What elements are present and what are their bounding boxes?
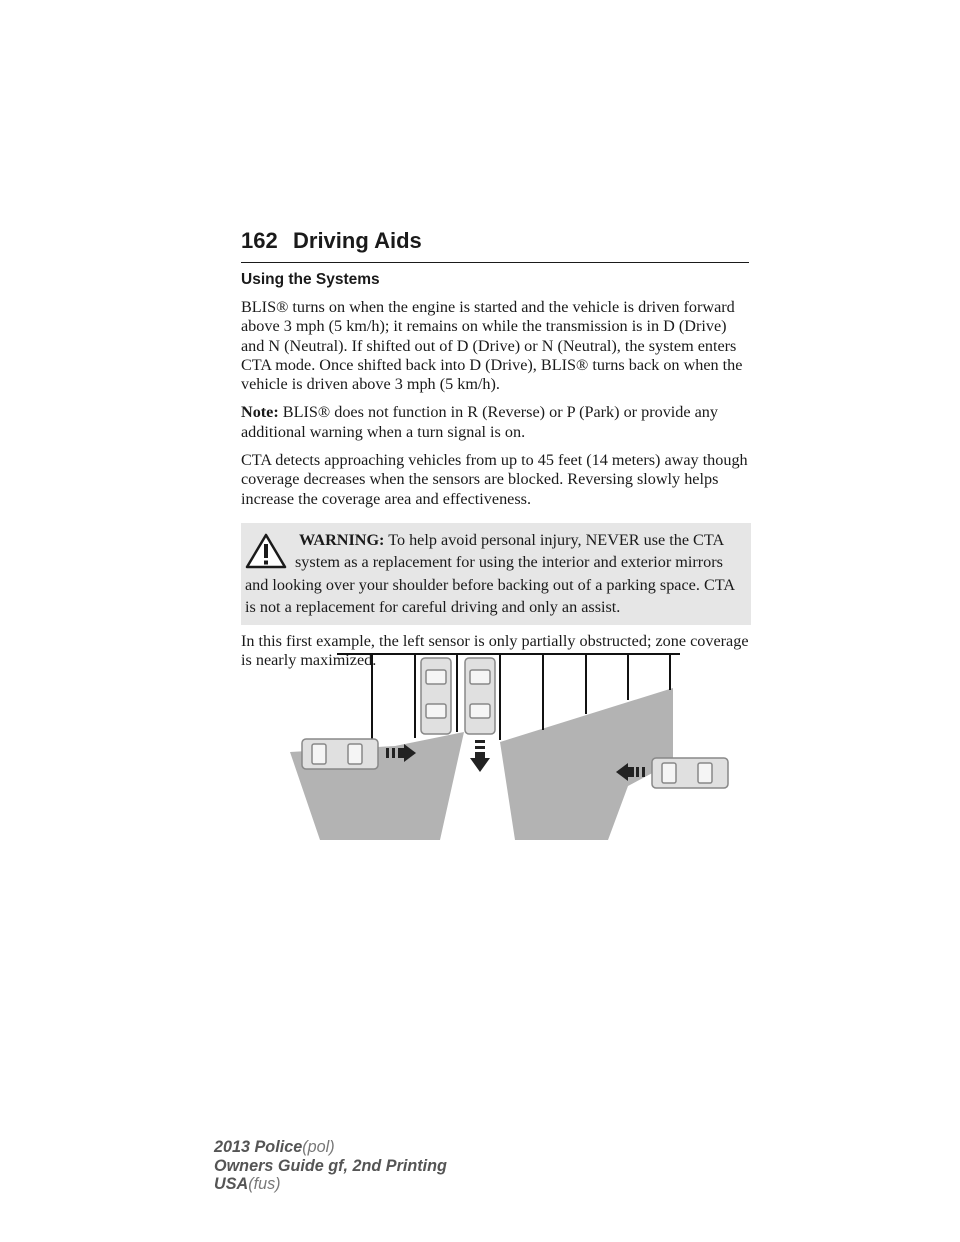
reverse-arrow	[470, 740, 490, 772]
footer-line-2	[214, 1157, 447, 1176]
footer-market: USA	[214, 1175, 249, 1193]
footer-vehicle: 2013 Police	[214, 1138, 303, 1156]
approaching-car-right	[652, 758, 728, 788]
reversing-car	[465, 658, 495, 734]
parked-car-left	[421, 658, 451, 734]
warning-text: To help avoid personal injury, NEVER use the CTA system as a replacement for using the interior and exterior mirrors and looking over your shoulder before backing out of a parking space. CTA is not a replacement for careful driving and only an assist.	[245, 530, 735, 617]
paragraph-cta-detection: CTA detects approaching vehicles from up to 45 feet (14 meters) away though coverage decreases when the sensors are blocked. Reversing slowly helps increase the coverage area and effectiveness.	[241, 451, 748, 508]
footer-guide: Owners Guide gf, 2nd Printing	[214, 1156, 447, 1175]
footer-line-1	[214, 1138, 447, 1157]
paragraph-example: In this first example, the left sensor is only partially obstructed; zone coverage is nearly maximized.	[241, 631, 749, 670]
note-text: BLIS® does not function in R (Reverse) or P (Park) or provide any additional warning when a turn signal is on.	[241, 403, 718, 441]
footer-market-code: (fus)	[248, 1175, 281, 1193]
section-title: Driving Aids	[293, 228, 422, 253]
document-footer	[214, 1138, 447, 1194]
cta-coverage-diagram	[290, 652, 730, 840]
footer-line-3	[214, 1175, 447, 1194]
page-content	[241, 270, 751, 680]
note-paragraph	[241, 403, 751, 442]
warning-box	[241, 523, 751, 625]
warning-label: WARNING:	[299, 530, 385, 549]
paragraph-blis-operation: BLIS® turns on when the engine is started and the vehicle is driven forward above 3 mph (5 km/h); it remains on while the transmission is in D (Drive) and N (Neutral). If shifted out of D (Drive) or N (Neutral), the system enters CTA mode. Once shifted back into D (Drive), BLIS® turns back on when the vehicle is driven above 3 mph (5 km/h).	[241, 298, 743, 394]
warning-triangle-icon	[245, 533, 287, 569]
page-header	[241, 228, 749, 263]
page-number: 162	[241, 228, 278, 253]
subheading: Using the Systems	[241, 271, 380, 288]
note-label: Note:	[241, 403, 279, 422]
footer-code: (pol)	[302, 1138, 335, 1156]
approaching-car-left	[302, 739, 378, 769]
